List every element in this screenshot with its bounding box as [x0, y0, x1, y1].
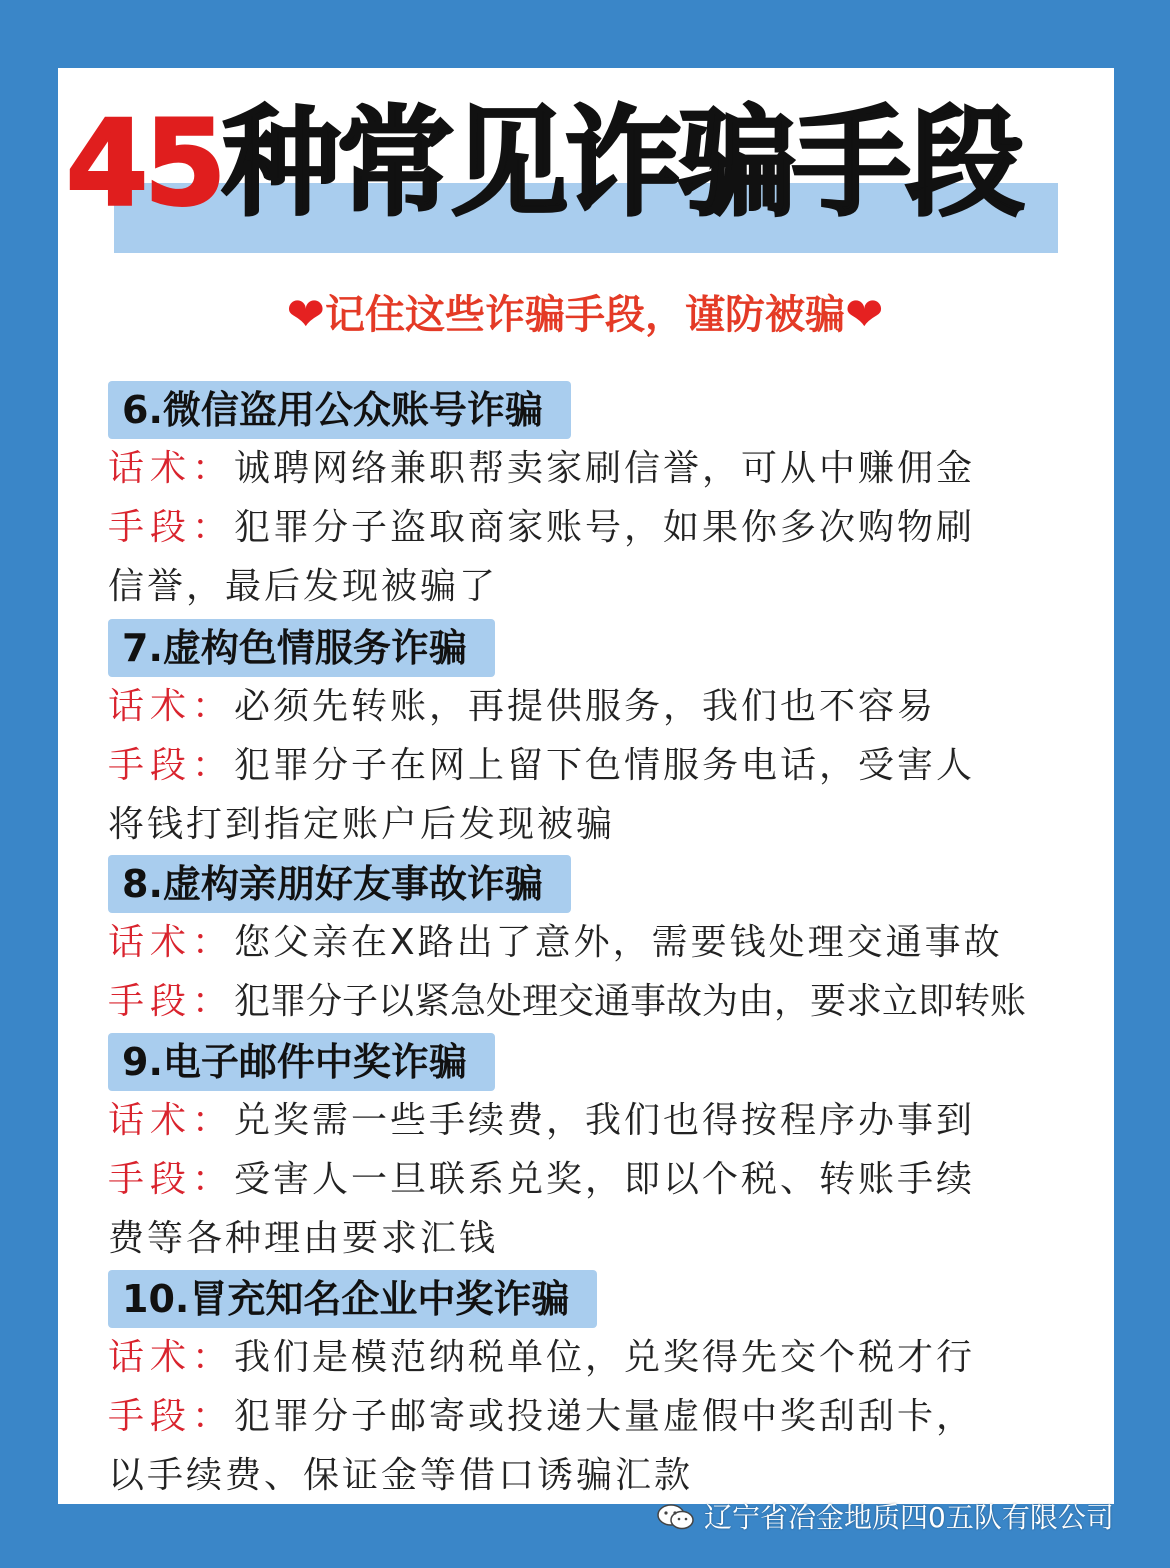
fraud-section-10	[108, 1270, 1068, 1505]
method-label: 手段：	[108, 745, 235, 786]
method-line-continued: 将钱打到指定账户后发现被骗	[108, 804, 616, 845]
fraud-section-7	[108, 619, 1068, 854]
script-text: 我们是模范纳税单位，兑奖得先交个税才行	[234, 1337, 976, 1378]
section-heading: 10.冒充知名企业中奖诈骗	[108, 1270, 597, 1328]
script-label: 话术：	[108, 922, 235, 963]
method-label: 手段：	[108, 507, 235, 548]
method-line	[108, 972, 1068, 1031]
page-title	[66, 94, 1116, 232]
method-text: 犯罪分子盗取商家账号，如果你多次购物刷	[234, 507, 976, 548]
script-label: 话术：	[108, 686, 235, 727]
script-label: 话术：	[108, 1337, 235, 1378]
script-text: 必须先转账，再提供服务，我们也不容易	[234, 686, 937, 727]
script-line	[108, 1091, 1068, 1150]
heart-icon: ❤	[286, 287, 325, 341]
script-line	[108, 1328, 1068, 1387]
wechat-icon	[656, 1502, 696, 1532]
script-text: 您父亲在X路出了意外，需要钱处理交通事故	[234, 922, 1003, 963]
section-heading: 7.虚构色情服务诈骗	[108, 619, 495, 677]
watermark	[656, 1496, 1114, 1540]
subtitle-text: 记住这些诈骗手段，谨防被骗	[325, 292, 845, 338]
script-text: 诚聘网络兼职帮卖家刷信誉，可从中赚佣金	[234, 448, 976, 489]
title-text: 种常见诈骗手段	[222, 94, 1021, 232]
title-number: 45	[66, 94, 223, 232]
script-line	[108, 913, 1068, 972]
method-line-continued: 信誉，最后发现被骗了	[108, 566, 499, 607]
method-line	[108, 1387, 1068, 1446]
method-text: 犯罪分子邮寄或投递大量虚假中奖刮刮卡，	[234, 1396, 976, 1437]
method-line	[108, 736, 1068, 795]
method-text: 受害人一旦联系兑奖，即以个税、转账手续	[234, 1159, 976, 1200]
fraud-section-9	[108, 1033, 1068, 1268]
fraud-section-6	[108, 381, 1068, 616]
method-label: 手段：	[108, 1159, 235, 1200]
method-label: 手段：	[108, 1396, 235, 1437]
script-line	[108, 439, 1068, 498]
script-text: 兑奖需一些手续费，我们也得按程序办事到	[234, 1100, 976, 1141]
section-heading: 9.电子邮件中奖诈骗	[108, 1033, 495, 1091]
fraud-section-8	[108, 855, 1068, 1031]
method-line	[108, 498, 1068, 557]
script-label: 话术：	[108, 448, 235, 489]
method-line-continued: 费等各种理由要求汇钱	[108, 1218, 499, 1259]
heart-icon: ❤	[845, 287, 884, 341]
method-line-continued: 以手续费、保证金等借口诱骗汇款	[108, 1455, 694, 1496]
script-line	[108, 677, 1068, 736]
section-heading: 6.微信盗用公众账号诈骗	[108, 381, 571, 439]
subtitle	[0, 284, 1170, 344]
method-line	[108, 1150, 1068, 1209]
script-label: 话术：	[108, 1100, 235, 1141]
method-text: 犯罪分子以紧急处理交通事故为由，要求立即转账	[234, 981, 1027, 1022]
method-label: 手段：	[108, 981, 235, 1022]
section-heading: 8.虚构亲朋好友事故诈骗	[108, 855, 571, 913]
method-text: 犯罪分子在网上留下色情服务电话，受害人	[234, 745, 976, 786]
watermark-text: 辽宁省冶金地质四0五队有限公司	[704, 1501, 1114, 1534]
